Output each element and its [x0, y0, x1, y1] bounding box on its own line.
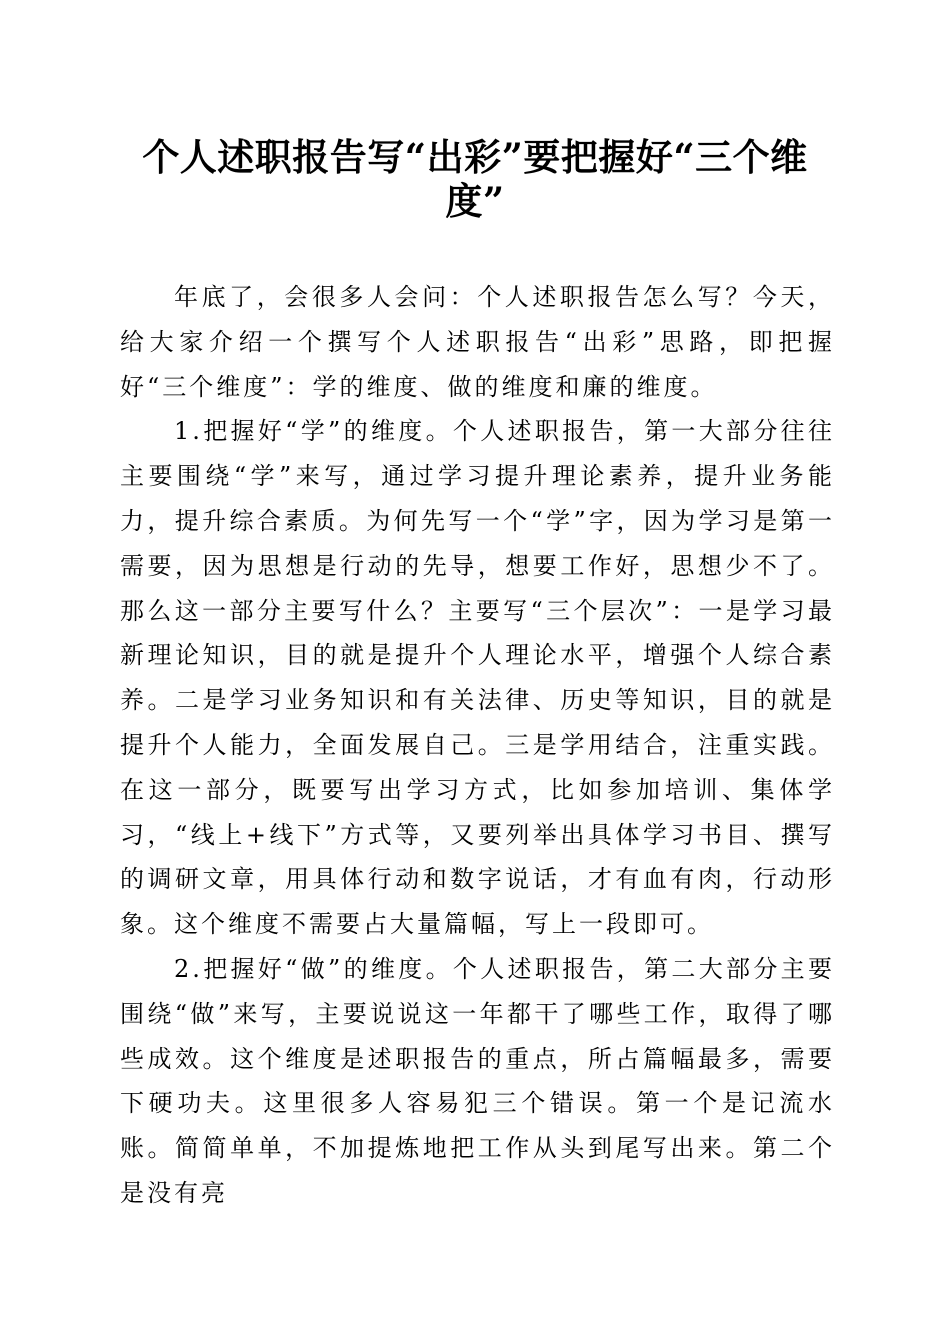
paragraph-study-dimension: 1.把握好“学”的维度。个人述职报告，第一大部分往往主要围绕“学”来写，通过学习提升理论素养，提升业务能力，提升综合素质。为何先写一个“学”字，因为学习是第一需要，因为思想是行动的先导，想要工作好，思想少不了。那么这一部分主要写什么？主要写“三个层次”：一是学习最新理论知识，目的就是提升个人理论水平，增强个人综合素养。二是学习业务知识和有关法律、历史等知识，目的就是提升个人能力，全面发展自己。三是学用结合，注重实践。在这一部分，既要写出学习方式，比如参加培训、集体学习，“线上+线下”方式等，又要列举出具体学习书目、撰写的调研文章，用具体行动和数字说话，才有血有肉，行动形象。这个维度不需要占大量篇幅，写上一段即可。 — [120, 417, 835, 939]
document-title: 个人述职报告写“出彩”要把握好“三个维度” — [142, 135, 808, 223]
document-body — [120, 275, 835, 1216]
paragraph-work-dimension: 2.把握好“做”的维度。个人述职报告，第二大部分主要围绕“做”来写，主要说说这一年都干了哪些工作，取得了哪些成效。这个维度是述职报告的重点，所占篇幅最多，需要下硬功夫。这里很多人容易犯三个错误。第一个是记流水账。简简单单，不加提炼地把工作从头到尾写出来。第二个是没有亮 — [120, 954, 835, 1207]
paragraph-intro: 年底了，会很多人会问：个人述职报告怎么写？今天，给大家介绍一个撰写个人述职报告“出彩”思路，即把握好“三个维度”：学的维度、做的维度和廉的维度。 — [120, 283, 835, 401]
